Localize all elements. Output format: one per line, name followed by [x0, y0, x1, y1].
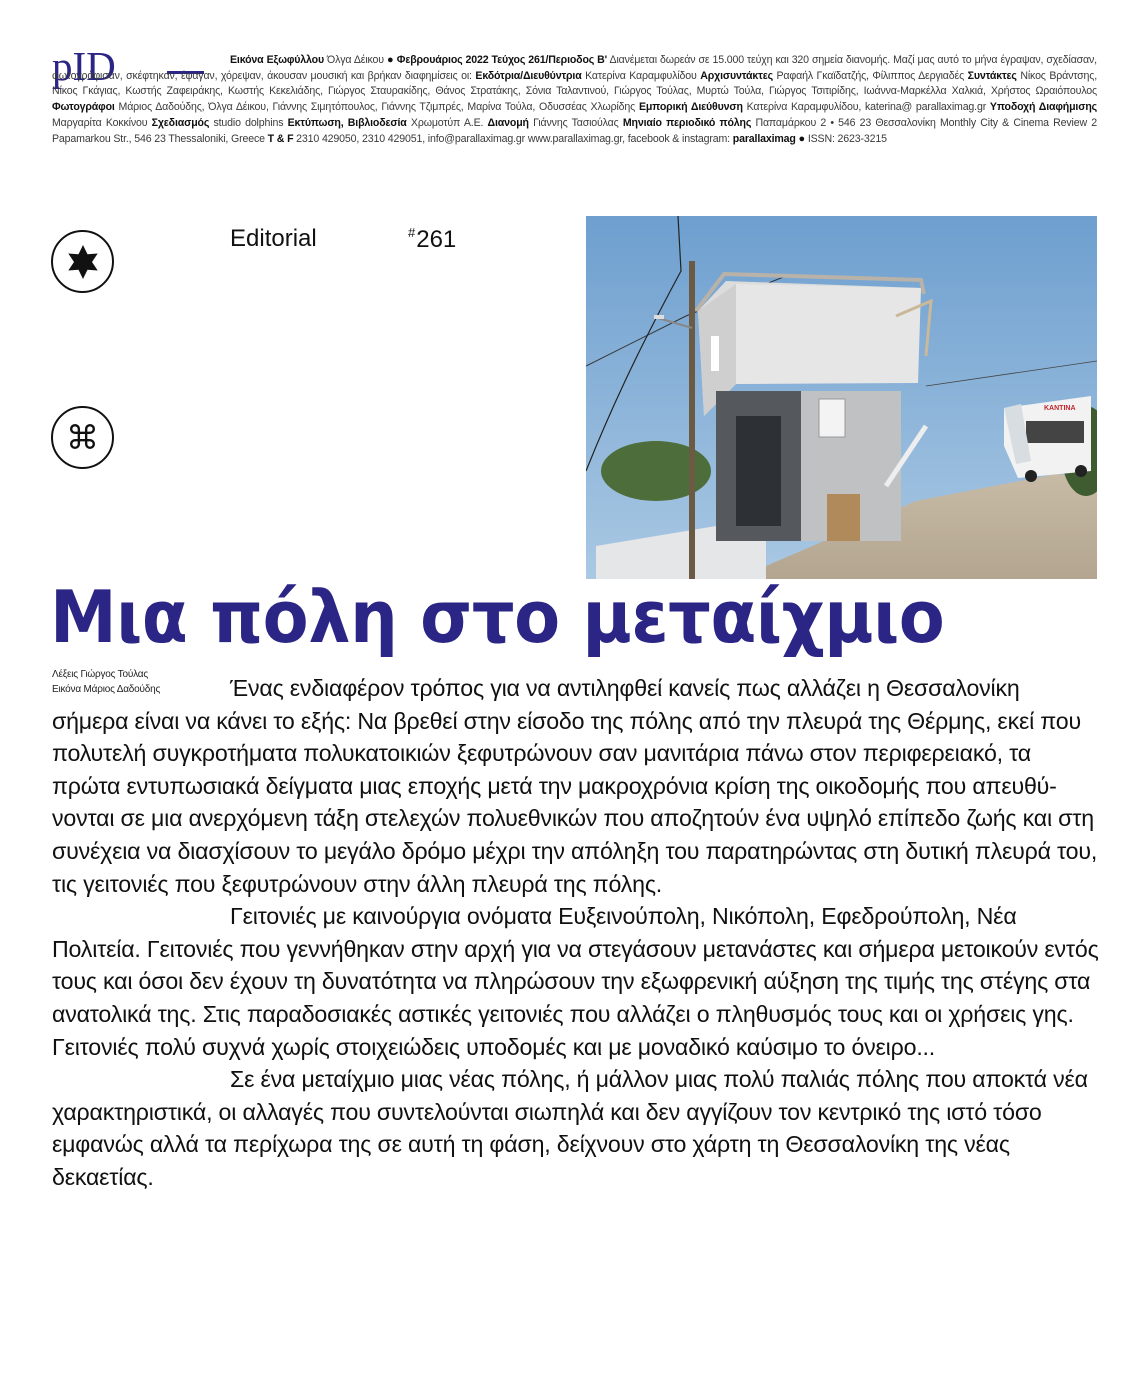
- article-headline: Μια πόλη στο μεταίχμιο: [50, 575, 945, 659]
- credit-names: Νίκος Βράντσης, Νίκος Γκάγιας, Κωστής Ζαφειράκης, Κωστής Κεκελιάδης, Γιώργος Σταυρακίδης, Θάνος Στρατάκης, Σόνια Ταλαντινού, Γιώργος Τούλας, Μυρτώ Τούλα, Γιώργος Τσιτιρίδης, Ιωάννα-Μαρκέλλα Χαλκιά, Χρήστος Ωραιόπουλος: [52, 69, 1097, 98]
- credit-names: Ραφαήλ Γκαϊδατζής, Φίλιππος Δεργιαδές: [772, 69, 968, 82]
- credit-names: Παπαμάρκου 2 • 546 23 Θεσσαλονίκη Monthly City & Cinema Review 2 Papamarkou Str., 546 23 Thessaloniki, Greece: [52, 116, 1097, 145]
- credit-names: Μαργαρίτα Κοκκίνου: [52, 116, 152, 129]
- credit-role: Εμπορική Διεύθυνση: [638, 101, 743, 114]
- article-paragraph: Σε ένα μεταίχμιο μιας νέας πόλης, ή μάλλον μιας πολύ παλιάς πόλης που αποκτά νέα χαρακτηριστικά, οι αλλαγές που συντελούνται σιωπηλά και δεν αγγίζουν τον κεντρικό της ιστό τόσο εμφανώς αλλά τα περίχωρα της σε αυτή τη φάση, δείχνουν στο χάρτη τη Θεσσαλονίκη της νέας δεκαετίας.: [52, 1066, 1088, 1190]
- credit-role: parallaximag: [732, 132, 796, 145]
- credit-role: Φωτογράφοι: [52, 101, 115, 114]
- byline-image: Εικόνα Μάριος Δαδούδης: [52, 684, 161, 695]
- credit-names: 2310 429050, 2310 429051, info@parallaximag.gr www.parallaximag.gr, facebook & instagram:: [293, 132, 733, 145]
- section-label: Editorial: [230, 225, 317, 252]
- credit-role: Φεβρουάριος 2022 Τεύχος 261/Περιοδος Β': [393, 54, 608, 66]
- credit-names: Κατερίνα Καραμφυλίδου: [581, 69, 701, 82]
- credit-names: Μάριος Δαδούδης, Όλγα Δέικου, Γιάννης Σιμητόπουλος, Γιάννης Τζιμπρές, Μαρίνα Τούλα, Οδυσσέας Χλωρίδης: [114, 101, 639, 114]
- star-of-david-icon: [51, 230, 114, 293]
- kantina-truck: [1004, 396, 1091, 482]
- credit-role: Εκτύπωση, Βιβλιοδεσία: [287, 116, 407, 129]
- magazine-logo: pID: [52, 43, 116, 89]
- credit-role: Εικόνα Εξωφύλλου: [230, 54, 324, 66]
- credit-role: Εκδότρια/Διευθύντρια: [475, 69, 582, 82]
- credit-names: studio dolphins: [209, 116, 288, 129]
- credit-names: Χρωμοτύπ Α.Ε.: [406, 116, 488, 129]
- issue-number-value: 261: [416, 226, 457, 253]
- article-paragraph: Γειτονιές με καινούργια ονόματα Ευξεινούπολη, Νικόπολη, Εφεδρούπολη, Νέα Πολιτεία. Γειτονιές που γεννήθηκαν στην αρχή για να στεγάσουν μετανάστες και σήμερα μετοικούν εντός τους και όσοι δεν έχουν τη δυνατότητα να πληρώσουν την εξωφρενική αύξηση της τιμής της στέγης στα ανατολικά της. Στις παραδοσιακές αστικές γειτονιές που αλλάζει ο πληθυσμός τους και οι χρήσεις γης. Γειτονιές πολύ συχνά χωρίς στοιχειώδεις υποδομές και με μοναδικό καύσιμο το όνειρο...: [52, 903, 1099, 1060]
- credit-names: Διανέμεται δωρεάν σε 15.000 τεύχη και 320 σημεία διανομής. Μαζί μας αυτό το μήνα έγραψαν, σχεδίασαν, φωτογράφισαν, σκέφτηκαν, έφαγαν, χόρεψαν, άκουσαν μουσική και βρήκαν διαφημίσεις οι:: [52, 54, 1097, 82]
- credit-names: ISSN: 2623-3215: [805, 132, 887, 145]
- credit-role: Συντάκτες: [967, 69, 1017, 82]
- article-photo: [586, 216, 1097, 579]
- bullet-separator: ●: [798, 132, 806, 145]
- article-body: [52, 672, 1100, 1194]
- credit-role: Διανομή: [487, 116, 529, 129]
- credit-names: Όλγα Δέικου: [324, 54, 387, 66]
- issue-number: [408, 225, 456, 254]
- kantina-sign-text: KANTINA: [1044, 405, 1076, 412]
- credit-names: Κατερίνα Καραμφυλίδου, katerina@ parallaximag.gr: [742, 101, 990, 114]
- wooden-door: [827, 494, 860, 541]
- masthead-credits: [52, 53, 1097, 147]
- command-key-glyph: ⌘: [66, 418, 99, 457]
- star-of-david-glyph: [63, 242, 103, 282]
- credit-names: Γιάννης Τασιούλας: [528, 116, 623, 129]
- credit-role: Υποδοχή Διαφήμισης: [989, 101, 1098, 114]
- photo-house-on-hill: [586, 216, 1097, 579]
- issue-hash: #: [408, 225, 416, 240]
- credit-role: T & F: [267, 132, 294, 145]
- bullet-separator: ●: [386, 54, 394, 66]
- article-paragraph: Ένας ενδιαφέρον τρόπος για να αντιληφθεί κανείς πως αλλάζει η Θεσσαλονίκη σήμερα είναι να κάνει το εξής: Να βρεθεί στην είσοδο της πόλης από την πλευρά της Θέρμης, εκεί που πολυτελή συγκροτήματα πολυκατοικιών ξεφυτρώνουν σαν μανιτάρια πάνω στον περιφερειακό, τα πρώτα εντυπωσιακά δείγματα μιας εποχής μετά την μακροχρόνια κρίση της οικοδομής που απευθύνονται σε μια ανερχόμενη τάξη στελεχών πολυεθνικών που αποζητούν ένα υψηλό επίπεδο ζωής και στη συνέχεια να διασχίσουν το μεγάλο δρόμο μέχρι την απόληξη του παρατηρώντας στη δυτική πλευρά του, τις γειτονιές που ξεφυτρώνουν στην άλλη πλευρά της πόλης.: [52, 675, 1098, 897]
- credit-role: Αρχισυντάκτες: [700, 69, 773, 82]
- command-key-icon: [51, 406, 114, 469]
- utility-pole: [689, 261, 695, 579]
- credit-role: Μηνιαίο περιοδικό πόλης: [622, 116, 752, 129]
- byline-words: Λέξεις Γιώργος Τούλας: [52, 669, 148, 680]
- credit-role: Σχεδιασμός: [151, 116, 210, 129]
